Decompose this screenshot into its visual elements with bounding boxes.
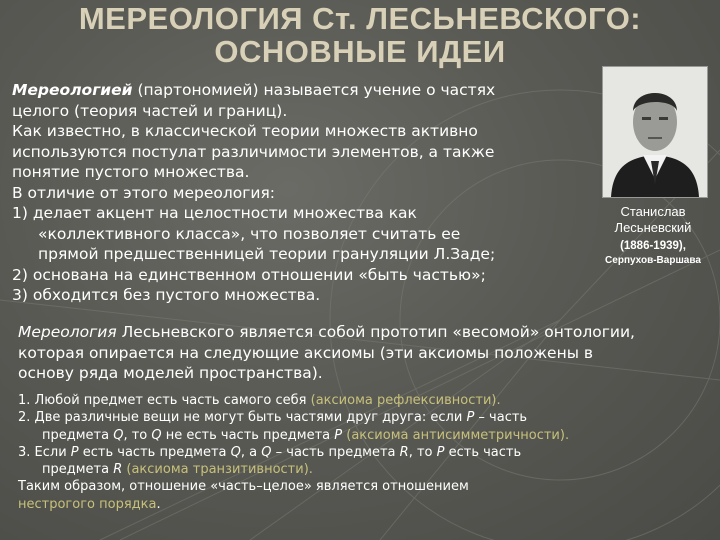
conclusion-term: нестрогого порядка bbox=[18, 496, 157, 512]
axiom-2-text: 2. Две различные вещи не могут быть частями друг друга: если bbox=[18, 410, 467, 426]
conclusion-dot: . bbox=[156, 496, 161, 512]
intro-text bbox=[12, 80, 587, 306]
var-r: R bbox=[113, 462, 123, 478]
var-q: Q bbox=[151, 427, 162, 443]
axiom-2-text-end: – часть bbox=[474, 410, 528, 426]
list-item-2: 2) основана на единственном отношении «быть частью»; bbox=[12, 265, 486, 284]
axiom-3-text-f: есть часть bbox=[444, 444, 522, 460]
axioms-list bbox=[18, 392, 708, 513]
var-q: Q bbox=[230, 444, 241, 460]
var-q: Q bbox=[113, 427, 124, 443]
axiom-3-line-1 bbox=[18, 444, 708, 461]
axiom-3-l2-a: предмета bbox=[42, 462, 114, 478]
portrait-name-line-2: Лесьневский bbox=[614, 220, 692, 235]
ontology-paragraph bbox=[18, 322, 708, 384]
var-p: P bbox=[466, 410, 475, 426]
axiom-3-text: 3. Если bbox=[18, 444, 71, 460]
axiom-1-text: 1. Любой предмет есть часть самого себя bbox=[18, 393, 311, 408]
list-item-1c: прямой предшественницей теории грануляции Л.Заде; bbox=[38, 245, 496, 263]
title-line-2: ОСНОВНЫЕ ИДЕИ bbox=[214, 34, 506, 69]
axiom-3-text-b: есть часть предмета bbox=[78, 444, 231, 460]
portrait-places: Серпухов-Варшава bbox=[605, 255, 701, 266]
paragraph2-line-1: Лесьневского является собой прототип «весомой» онтологии, bbox=[116, 323, 635, 341]
page-title bbox=[0, 2, 720, 68]
list-item-1a: 1) делает акцент на целостности множества как bbox=[12, 204, 417, 222]
intro-line-6: В отличие от этого мереология: bbox=[12, 183, 276, 202]
intro-term: Мереологией bbox=[12, 81, 133, 99]
axiom-2-l2-b: , то bbox=[123, 427, 152, 443]
axiom-1-note: (аксиома рефлексивности). bbox=[310, 393, 501, 408]
list-item-1b: «коллективного класса», что позволяет считать ее bbox=[38, 224, 461, 243]
var-p: P bbox=[436, 444, 445, 460]
list-item-3: 3) обходится без пустого множества. bbox=[12, 286, 321, 304]
portrait-years: (1886-1939), bbox=[620, 240, 686, 252]
paragraph2-line-3: основу ряда моделей пространства). bbox=[18, 364, 323, 382]
var-p: P bbox=[334, 427, 343, 443]
conclusion-line-1: Таким образом, отношение «часть–целое» является отношением bbox=[18, 479, 469, 495]
portrait-photo bbox=[602, 66, 708, 198]
portrait-name-line-1: Станислав bbox=[620, 204, 686, 219]
intro-line-5: понятие пустого множества. bbox=[12, 163, 250, 181]
axiom-2-line-1 bbox=[18, 409, 708, 426]
axiom-3-note: (аксиома транзитивности). bbox=[122, 462, 313, 478]
paragraph2-term: Мереология bbox=[18, 323, 117, 341]
axiom-1 bbox=[18, 392, 708, 409]
portrait-caption bbox=[588, 204, 718, 267]
axiom-2-line-2 bbox=[18, 427, 708, 444]
portrait-image bbox=[603, 67, 707, 197]
intro-line-2: целого (теория частей и границ). bbox=[12, 101, 288, 120]
title-line-1: МЕРЕОЛОГИЯ Ст. ЛЕСЬНЕВСКОГО: bbox=[78, 1, 642, 36]
conclusion-line-2 bbox=[18, 496, 708, 513]
var-p: P bbox=[70, 444, 79, 460]
intro-line-3: Как известно, в классической теории множеств активно bbox=[12, 122, 478, 140]
var-q: Q bbox=[261, 444, 272, 460]
intro-line-1: (партономией) называется учение о частях bbox=[132, 81, 496, 99]
axiom-2-l2-a: предмета bbox=[42, 427, 114, 443]
axiom-3-text-d: – часть предмета bbox=[271, 444, 400, 460]
var-r: R bbox=[399, 444, 409, 460]
axiom-3-line-2 bbox=[18, 461, 708, 478]
axiom-2-note: (аксиома антисимметричности). bbox=[342, 427, 570, 443]
intro-line-4: используются постулат различимости элементов, а также bbox=[12, 142, 495, 161]
axiom-3-text-c: , а bbox=[240, 444, 262, 460]
axiom-3-text-e: , то bbox=[408, 444, 437, 460]
axiom-2-l2-c: не есть часть предмета bbox=[161, 427, 335, 443]
paragraph2-line-2: которая опирается на следующие аксиомы (эти аксиомы положены в bbox=[18, 343, 594, 362]
